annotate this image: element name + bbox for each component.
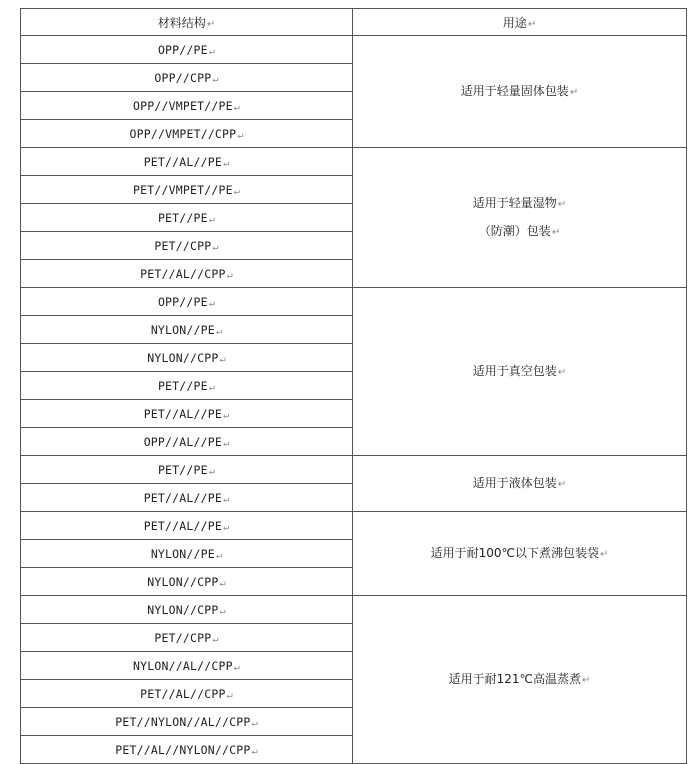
material-cell (21, 204, 353, 232)
material-structure: PET//CPP (154, 238, 212, 253)
usage-text: 适用于轻量湿物 (472, 195, 557, 210)
usage-line (353, 358, 686, 386)
return-mark-icon: ↵ (569, 86, 579, 98)
material-structure: NYLON//PE (150, 546, 215, 561)
return-mark-icon: ↵ (582, 674, 591, 686)
return-mark-icon: ↵ (223, 409, 230, 421)
material-structure: PET//AL//CPP (140, 266, 226, 281)
usage-text: 适用于轻量固体包装 (460, 83, 569, 98)
return-mark-icon: ↵ (223, 437, 230, 449)
return-mark-icon: ↵ (208, 465, 216, 477)
table-row (21, 148, 687, 176)
usage-line (353, 666, 686, 694)
return-mark-icon: ↵ (226, 269, 233, 281)
material-cell (21, 64, 353, 92)
material-cell (21, 652, 353, 680)
material-cell (21, 568, 353, 596)
header-material-label: 材料结构 (157, 15, 206, 30)
material-structure: PET//AL//PE (143, 154, 223, 169)
material-cell (21, 260, 353, 288)
material-cell (21, 176, 353, 204)
return-mark-icon: ↵ (233, 101, 240, 113)
header-usage-label: 用途 (502, 15, 527, 30)
table-row (21, 456, 687, 484)
usage-cell (353, 288, 687, 456)
material-cell (21, 708, 353, 736)
return-mark-icon: ↵ (251, 745, 258, 757)
usage-text: 适用于耐100℃以下煮沸包装袋 (430, 545, 599, 560)
material-cell (21, 456, 353, 484)
return-mark-icon: ↵ (251, 717, 258, 729)
usage-cell (353, 36, 687, 148)
material-structure: OPP//CPP (154, 70, 212, 85)
material-structure: PET//PE (157, 462, 208, 477)
material-structure: PET//VMPET//PE (133, 182, 233, 197)
material-cell (21, 428, 353, 456)
material-cell (21, 400, 353, 428)
table-row (21, 596, 687, 624)
usage-line (353, 218, 686, 246)
return-mark-icon: ↵ (557, 198, 567, 210)
material-structure: NYLON//CPP (147, 602, 219, 617)
material-usage-table (20, 8, 687, 764)
material-structure: NYLON//AL//CPP (133, 658, 233, 673)
material-structure: PET//AL//PE (143, 518, 223, 533)
table-row (21, 36, 687, 64)
material-structure: OPP//PE (157, 42, 208, 57)
return-mark-icon: ↵ (223, 521, 230, 533)
return-mark-icon: ↵ (208, 213, 216, 225)
material-structure: PET//AL//NYLON//CPP (115, 742, 251, 757)
return-mark-icon: ↵ (233, 185, 240, 197)
material-cell (21, 540, 353, 568)
material-structure: OPP//PE (157, 294, 208, 309)
return-mark-icon: ↵ (237, 129, 244, 141)
return-mark-icon: ↵ (226, 689, 233, 701)
material-cell (21, 372, 353, 400)
material-structure: PET//AL//PE (143, 406, 223, 421)
usage-line (353, 470, 686, 498)
usage-text: 适用于耐121℃高温蒸煮 (448, 671, 581, 686)
usage-line (353, 540, 686, 568)
material-cell (21, 512, 353, 540)
return-mark-icon: ↵ (208, 45, 216, 57)
material-cell (21, 148, 353, 176)
return-mark-icon: ↵ (557, 366, 567, 378)
usage-cell (353, 148, 687, 288)
header-material (21, 9, 353, 36)
return-mark-icon: ↵ (206, 18, 216, 30)
table-row (21, 288, 687, 316)
material-cell (21, 596, 353, 624)
return-mark-icon: ↵ (223, 157, 230, 169)
material-structure: PET//PE (157, 378, 208, 393)
return-mark-icon: ↵ (233, 661, 240, 673)
return-mark-icon: ↵ (219, 605, 226, 617)
usage-cell (353, 456, 687, 512)
table-body (21, 36, 687, 764)
material-structure: NYLON//CPP (147, 350, 219, 365)
material-structure: PET//AL//PE (143, 490, 223, 505)
usage-text: 适用于真空包装 (472, 363, 557, 378)
material-cell (21, 120, 353, 148)
material-structure: OPP//VMPET//PE (133, 98, 233, 113)
material-cell (21, 484, 353, 512)
usage-text: 适用于液体包装 (472, 475, 557, 490)
return-mark-icon: ↵ (223, 493, 230, 505)
material-cell (21, 736, 353, 764)
return-mark-icon: ↵ (551, 226, 561, 238)
usage-line (353, 190, 686, 218)
material-structure: PET//PE (157, 210, 208, 225)
material-cell (21, 316, 353, 344)
return-mark-icon: ↵ (527, 18, 537, 30)
header-row (21, 9, 687, 36)
material-cell (21, 232, 353, 260)
return-mark-icon: ↵ (212, 633, 219, 645)
material-structure: PET//CPP (154, 630, 212, 645)
return-mark-icon: ↵ (212, 241, 219, 253)
material-cell (21, 92, 353, 120)
return-mark-icon: ↵ (557, 478, 567, 490)
return-mark-icon: ↵ (212, 73, 219, 85)
material-structure: OPP//VMPET//CPP (129, 126, 237, 141)
return-mark-icon: ↵ (600, 548, 609, 560)
material-cell (21, 344, 353, 372)
usage-cell (353, 512, 687, 596)
material-structure: PET//NYLON//AL//CPP (115, 714, 251, 729)
return-mark-icon: ↵ (208, 297, 216, 309)
material-structure: NYLON//PE (150, 322, 215, 337)
material-cell (21, 624, 353, 652)
return-mark-icon: ↵ (219, 353, 226, 365)
material-cell (21, 680, 353, 708)
material-structure: OPP//AL//PE (143, 434, 223, 449)
usage-text: （防潮）包装 (478, 223, 551, 238)
return-mark-icon: ↵ (215, 325, 223, 337)
material-cell (21, 288, 353, 316)
material-structure: NYLON//CPP (147, 574, 219, 589)
material-cell (21, 36, 353, 64)
return-mark-icon: ↵ (215, 549, 223, 561)
usage-line (353, 78, 686, 106)
return-mark-icon: ↵ (208, 381, 216, 393)
material-structure: PET//AL//CPP (140, 686, 226, 701)
table-row (21, 512, 687, 540)
usage-cell (353, 596, 687, 764)
return-mark-icon: ↵ (219, 577, 226, 589)
header-usage (353, 9, 687, 36)
